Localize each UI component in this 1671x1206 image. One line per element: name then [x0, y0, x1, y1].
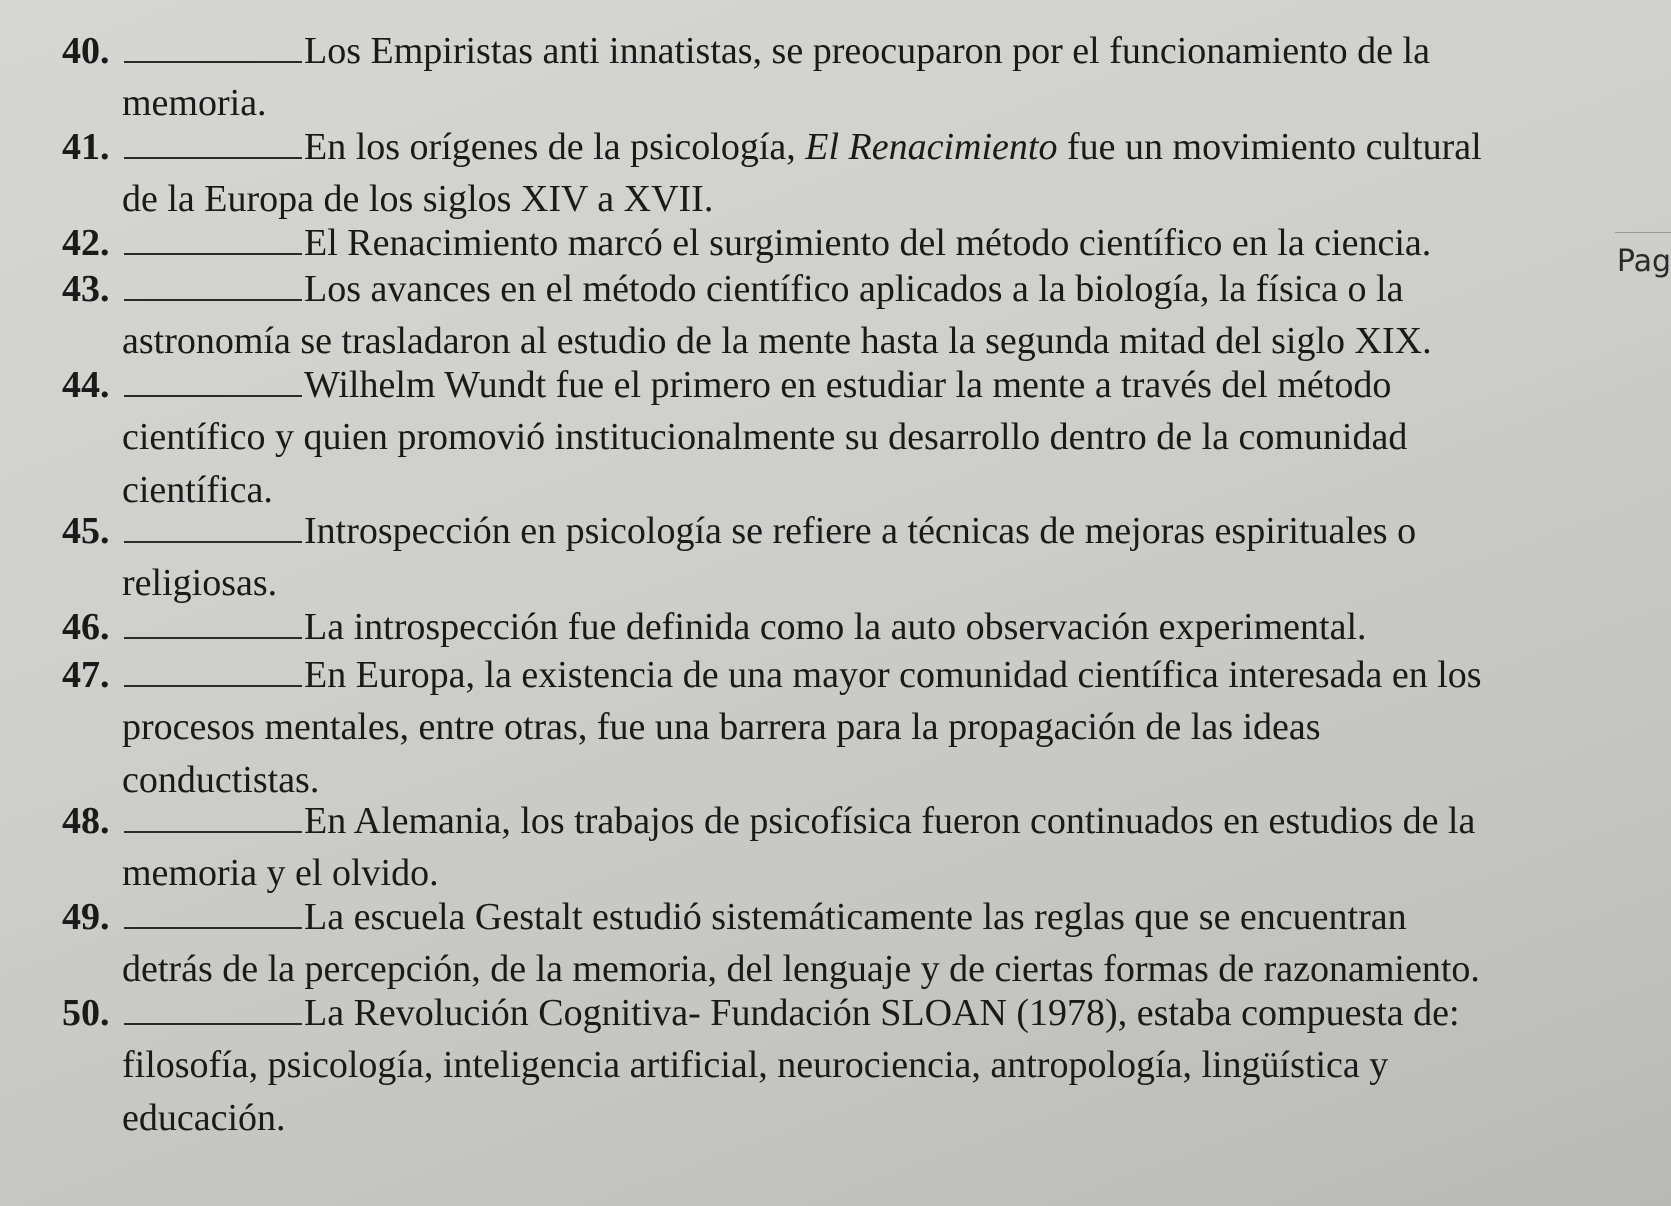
answer-blank[interactable] — [124, 367, 302, 397]
page-side-label: Pag — [1616, 244, 1671, 279]
question-text — [304, 124, 1482, 170]
question-text-part: fue un movimiento cultural — [1057, 126, 1482, 168]
question-40 — [62, 28, 1622, 127]
answer-blank[interactable] — [124, 513, 302, 543]
question-number: 47. — [62, 654, 110, 696]
question-number: 50. — [62, 992, 110, 1034]
answer-blank[interactable] — [124, 657, 302, 687]
question-text-continued: detrás de la percepción, de la memoria, del lenguaje y de ciertas formas de razonamiento. — [122, 948, 1480, 991]
question-46 — [62, 604, 1622, 650]
question-text-continued: filosofía, psicología, inteligencia artificial, neurociencia, antropología, lingüística y — [122, 1044, 1389, 1087]
question-number: 42. — [62, 222, 110, 264]
question-text-continued: procesos mentales, entre otras, fue una barrera para la propagación de las ideas — [122, 706, 1321, 749]
question-number: 41. — [62, 126, 110, 168]
question-47 — [62, 652, 1622, 803]
question-number: 43. — [62, 268, 110, 310]
question-text-continued: memoria. — [122, 82, 267, 125]
question-44 — [62, 362, 1622, 513]
question-text: La introspección fue definida como la auto observación experimental. — [304, 606, 1367, 648]
answer-blank[interactable] — [124, 899, 302, 929]
question-number: 44. — [62, 364, 110, 406]
question-number: 46. — [62, 606, 110, 648]
question-text: Wilhelm Wundt fue el primero en estudiar la mente a través del método — [304, 364, 1392, 406]
question-number: 48. — [62, 800, 110, 842]
question-50 — [62, 990, 1622, 1141]
question-49 — [62, 894, 1622, 993]
question-text: Introspección en psicología se refiere a técnicas de mejoras espirituales o — [304, 510, 1417, 552]
question-text-continued: científica. — [122, 468, 273, 511]
answer-blank[interactable] — [124, 609, 302, 639]
question-text-continued: educación. — [122, 1096, 286, 1139]
question-text: Los Empiristas anti innatistas, se preocuparon por el funcionamiento de la — [304, 30, 1430, 72]
question-41 — [62, 124, 1622, 223]
question-43 — [62, 266, 1622, 365]
answer-blank[interactable] — [124, 129, 302, 159]
question-42 — [62, 220, 1622, 266]
side-divider — [1615, 232, 1671, 233]
question-48 — [62, 798, 1622, 897]
question-text-italic: El Renacimiento — [805, 126, 1058, 168]
question-text-continued: conductistas. — [122, 758, 320, 801]
question-text-continued: astronomía se trasladaron al estudio de la mente hasta la segunda mitad del siglo XIX. — [122, 320, 1432, 363]
question-text-part: En los orígenes de la psicología, — [304, 126, 806, 168]
answer-blank[interactable] — [124, 995, 302, 1025]
question-text-continued: religiosas. — [122, 562, 278, 605]
question-text-continued: científico y quien promovió institucionalmente su desarrollo dentro de la comunidad — [122, 416, 1408, 459]
question-number: 45. — [62, 510, 110, 552]
answer-blank[interactable] — [124, 803, 302, 833]
answer-blank[interactable] — [124, 225, 302, 255]
question-text: La escuela Gestalt estudió sistemáticamente las reglas que se encuentran — [304, 896, 1407, 938]
question-number: 40. — [62, 30, 110, 72]
question-text: En Europa, la existencia de una mayor comunidad científica interesada en los — [304, 654, 1482, 696]
question-text: Los avances en el método científico aplicados a la biología, la física o la — [304, 268, 1404, 310]
answer-blank[interactable] — [124, 271, 302, 301]
question-45 — [62, 508, 1622, 607]
question-text: En Alemania, los trabajos de psicofísica fueron continuados en estudios de la — [304, 800, 1476, 842]
question-text-continued: de la Europa de los siglos XIV a XVII. — [122, 178, 714, 221]
answer-blank[interactable] — [124, 33, 302, 63]
question-text-continued: memoria y el olvido. — [122, 852, 439, 895]
question-text: El Renacimiento marcó el surgimiento del método científico en la ciencia. — [304, 222, 1432, 264]
question-number: 49. — [62, 896, 110, 938]
question-text: La Revolución Cognitiva- Fundación SLOAN (1978), estaba compuesta de: — [304, 992, 1460, 1034]
